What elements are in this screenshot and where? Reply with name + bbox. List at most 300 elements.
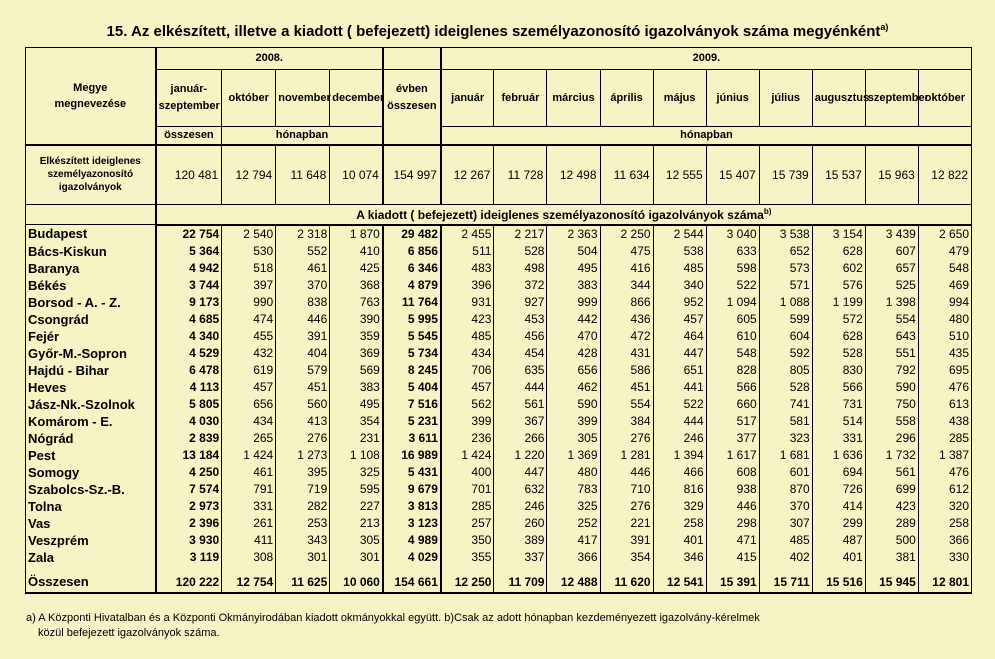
page-title (0, 22, 995, 40)
cell-value: 391 (600, 532, 653, 549)
cell-value: 651 (653, 362, 706, 379)
cell-value: 628 (812, 243, 865, 260)
cell-value: 446 (600, 464, 653, 481)
cell-value: 298 (706, 515, 759, 532)
cell-value: 3 154 (812, 225, 865, 243)
cell-value: 517 (706, 413, 759, 430)
total-row (26, 572, 972, 593)
cell-value: 4 685 (156, 311, 222, 328)
table-row (26, 328, 972, 345)
cell-value: 530 (222, 243, 276, 260)
total-value: 12 488 (547, 572, 600, 593)
total-value: 11 620 (600, 572, 653, 593)
cell-value: 3 611 (383, 430, 441, 447)
month-header-2009: március (547, 70, 600, 127)
cell-value: 4 030 (156, 413, 222, 430)
cell-value: 305 (547, 430, 600, 447)
cell-value: 579 (276, 362, 330, 379)
cell-value: 285 (918, 430, 971, 447)
cell-value: 261 (222, 515, 276, 532)
county-name: Veszprém (26, 532, 156, 549)
cell-value: 466 (653, 464, 706, 481)
cell-value: 604 (759, 328, 812, 345)
cell-value: 573 (759, 260, 812, 277)
cell-value: 455 (222, 328, 276, 345)
cell-value: 590 (865, 379, 918, 396)
cell-value: 16 989 (383, 447, 441, 464)
cell-value: 566 (706, 379, 759, 396)
title-footnote-mark: a) (880, 22, 889, 32)
cell-value: 485 (441, 328, 494, 345)
total-value: 154 661 (383, 572, 441, 593)
cell-value: 276 (276, 430, 330, 447)
cell-value: 410 (330, 243, 383, 260)
cell-value: 554 (600, 396, 653, 413)
cell-value: 428 (547, 345, 600, 362)
cell-value: 601 (759, 464, 812, 481)
cell-value: 2 544 (653, 225, 706, 243)
cell-value: 1 681 (759, 447, 812, 464)
cell-value: 3 119 (156, 549, 222, 566)
cell-value: 561 (494, 396, 547, 413)
county-name: Pest (26, 447, 156, 464)
cell-value: 432 (222, 345, 276, 362)
cell-value: 447 (653, 345, 706, 362)
prepared-value: 11 648 (276, 145, 330, 205)
cell-value: 434 (222, 413, 276, 430)
cell-value: 750 (865, 396, 918, 413)
cell-value: 359 (330, 328, 383, 345)
table-row (26, 311, 972, 328)
cell-value: 1 094 (706, 294, 759, 311)
cell-value: 372 (494, 277, 547, 294)
cell-value: 657 (865, 260, 918, 277)
footnote-line-1: a) A Központi Hivatalban és a Központi Okmányirodában kiadott okmányokkal együtt. b)Csak az adott hónapban kezdeményezett igazolvány-kérelmek (26, 612, 760, 624)
table-row (26, 498, 972, 515)
cell-value: 598 (706, 260, 759, 277)
cell-value: 1 394 (653, 447, 706, 464)
county-name: Heves (26, 379, 156, 396)
cell-value: 741 (759, 396, 812, 413)
cell-value: 257 (441, 515, 494, 532)
cell-value: 320 (918, 498, 971, 515)
cell-value: 562 (441, 396, 494, 413)
cell-value: 337 (494, 549, 547, 566)
cell-value: 276 (600, 498, 653, 515)
table-row (26, 225, 972, 243)
cell-value: 1 870 (330, 225, 383, 243)
cell-value: 866 (600, 294, 653, 311)
cell-value: 5 231 (383, 413, 441, 430)
cell-value: 635 (494, 362, 547, 379)
cell-value: 434 (441, 345, 494, 362)
cell-value: 355 (441, 549, 494, 566)
year-2009-header: 2009. (441, 48, 972, 70)
cell-value: 612 (918, 481, 971, 498)
cell-value: 1 108 (330, 447, 383, 464)
cell-value: 442 (547, 311, 600, 328)
cell-value: 487 (812, 532, 865, 549)
cell-value: 369 (330, 345, 383, 362)
cell-value: 1 424 (222, 447, 276, 464)
month-header-2009: augusztus (812, 70, 865, 127)
cell-value: 719 (276, 481, 330, 498)
cell-value: 4 340 (156, 328, 222, 345)
table-row (26, 532, 972, 549)
cell-value: 528 (812, 345, 865, 362)
cell-value: 518 (222, 260, 276, 277)
table-row (26, 396, 972, 413)
total-label: Összesen (26, 572, 156, 593)
footnote (26, 611, 966, 641)
cell-value: 381 (865, 549, 918, 566)
cell-value: 400 (441, 464, 494, 481)
county-name: Hajdú - Bihar (26, 362, 156, 379)
prepared-value: 12 498 (547, 145, 600, 205)
prepared-value: 12 822 (918, 145, 971, 205)
cell-value: 383 (330, 379, 383, 396)
cell-value: 602 (812, 260, 865, 277)
cell-value: 927 (494, 294, 547, 311)
county-name: Budapest (26, 225, 156, 243)
cell-value: 576 (812, 277, 865, 294)
cell-value: 2 217 (494, 225, 547, 243)
cell-value: 305 (330, 532, 383, 549)
year-2008-header: 2008. (156, 48, 383, 70)
cell-value: 2 455 (441, 225, 494, 243)
table-row (26, 447, 972, 464)
subheader-total-blank (383, 127, 441, 145)
cell-value: 504 (547, 243, 600, 260)
prepared-value: 15 537 (812, 145, 865, 205)
cell-value: 660 (706, 396, 759, 413)
cell-value: 999 (547, 294, 600, 311)
cell-value: 7 574 (156, 481, 222, 498)
cell-value: 938 (706, 481, 759, 498)
total-value: 15 711 (759, 572, 812, 593)
cell-value: 870 (759, 481, 812, 498)
cell-value: 350 (441, 532, 494, 549)
cell-value: 404 (276, 345, 330, 362)
cell-value: 566 (812, 379, 865, 396)
county-name: Zala (26, 549, 156, 566)
total-value: 15 391 (706, 572, 759, 593)
cell-value: 485 (653, 260, 706, 277)
cell-value: 4 942 (156, 260, 222, 277)
cell-value: 4 989 (383, 532, 441, 549)
cell-value: 444 (653, 413, 706, 430)
cell-value: 633 (706, 243, 759, 260)
cell-value: 514 (812, 413, 865, 430)
cell-value: 2 540 (222, 225, 276, 243)
cell-value: 791 (222, 481, 276, 498)
cell-value: 444 (494, 379, 547, 396)
total-value: 10 060 (330, 572, 383, 593)
cell-value: 528 (494, 243, 547, 260)
total-value: 12 250 (441, 572, 494, 593)
cell-value: 325 (330, 464, 383, 481)
county-name: Fejér (26, 328, 156, 345)
cell-value: 8 245 (383, 362, 441, 379)
cell-value: 266 (494, 430, 547, 447)
cell-value: 22 754 (156, 225, 222, 243)
cell-value: 1 732 (865, 447, 918, 464)
cell-value: 485 (759, 532, 812, 549)
cell-value: 391 (276, 328, 330, 345)
cell-value: 706 (441, 362, 494, 379)
cell-value: 456 (494, 328, 547, 345)
cell-value: 652 (759, 243, 812, 260)
table-row (26, 362, 972, 379)
table-row (26, 464, 972, 481)
data-table (25, 47, 972, 594)
cell-value: 253 (276, 515, 330, 532)
cell-value: 471 (706, 532, 759, 549)
cell-value: 396 (441, 277, 494, 294)
cell-value: 554 (865, 311, 918, 328)
cell-value: 307 (759, 515, 812, 532)
cell-value: 763 (330, 294, 383, 311)
month-header-2009: július (759, 70, 812, 127)
cell-value: 282 (276, 498, 330, 515)
prepared-value: 12 794 (222, 145, 276, 205)
cell-value: 510 (918, 328, 971, 345)
issued-header-blank (26, 205, 156, 225)
cell-value: 425 (330, 260, 383, 277)
month-header-2008: október (222, 70, 276, 127)
cell-value: 4 529 (156, 345, 222, 362)
cell-value: 346 (653, 549, 706, 566)
cell-value: 29 482 (383, 225, 441, 243)
title-text: 15. Az elkészített, illetve a kiadott ( befejezett) ideiglenes személyazonosító igazolványok száma megyénként (106, 23, 881, 40)
county-name: Csongrád (26, 311, 156, 328)
cell-value: 1 636 (812, 447, 865, 464)
cell-value: 457 (653, 311, 706, 328)
cell-value: 331 (812, 430, 865, 447)
cell-value: 551 (865, 345, 918, 362)
cell-value: 3 123 (383, 515, 441, 532)
cell-value: 931 (441, 294, 494, 311)
cell-value: 390 (330, 311, 383, 328)
cell-value: 548 (706, 345, 759, 362)
cell-value: 2 973 (156, 498, 222, 515)
cell-value: 522 (706, 277, 759, 294)
cell-value: 4 250 (156, 464, 222, 481)
cell-value: 5 431 (383, 464, 441, 481)
cell-value: 525 (865, 277, 918, 294)
prepared-label: Elkészített ideiglenes személyazonosító igazolványok (26, 145, 156, 205)
cell-value: 221 (600, 515, 653, 532)
cell-value: 344 (600, 277, 653, 294)
total-value: 12 754 (222, 572, 276, 593)
cell-value: 560 (276, 396, 330, 413)
cell-value: 399 (441, 413, 494, 430)
county-name: Vas (26, 515, 156, 532)
cell-value: 4 879 (383, 277, 441, 294)
subheader-honapban-2009: hónapban (441, 127, 972, 145)
cell-value: 413 (276, 413, 330, 430)
cell-value: 383 (547, 277, 600, 294)
cell-value: 3 930 (156, 532, 222, 549)
cell-value: 366 (918, 532, 971, 549)
cell-value: 447 (494, 464, 547, 481)
total-value: 11 625 (276, 572, 330, 593)
county-name: Baranya (26, 260, 156, 277)
cell-value: 435 (918, 345, 971, 362)
cell-value: 236 (441, 430, 494, 447)
month-header-2008: december (330, 70, 383, 127)
cell-value: 656 (222, 396, 276, 413)
prepared-value: 15 407 (706, 145, 759, 205)
cell-value: 699 (865, 481, 918, 498)
prepared-value: 11 634 (600, 145, 653, 205)
cell-value: 423 (865, 498, 918, 515)
cell-value: 457 (441, 379, 494, 396)
footnote-line-2: közül befejezett igazolványok száma. (38, 627, 220, 639)
cell-value: 231 (330, 430, 383, 447)
cell-value: 572 (812, 311, 865, 328)
cell-value: 558 (865, 413, 918, 430)
prepared-value: 12 555 (653, 145, 706, 205)
cell-value: 308 (222, 549, 276, 566)
cell-value: 451 (600, 379, 653, 396)
table-row (26, 481, 972, 498)
subheader-osszesen: összesen (156, 127, 222, 145)
cell-value: 395 (276, 464, 330, 481)
cell-value: 377 (706, 430, 759, 447)
cell-value: 552 (276, 243, 330, 260)
cell-value: 2 318 (276, 225, 330, 243)
cell-value: 330 (918, 549, 971, 566)
cell-value: 500 (865, 532, 918, 549)
cell-value: 417 (547, 532, 600, 549)
cell-value: 258 (918, 515, 971, 532)
cell-value: 695 (918, 362, 971, 379)
table-row (26, 260, 972, 277)
cell-value: 399 (547, 413, 600, 430)
cell-value: 830 (812, 362, 865, 379)
table-row (26, 294, 972, 311)
table-row (26, 379, 972, 396)
county-name: Komárom - E. (26, 413, 156, 430)
cell-value: 1 398 (865, 294, 918, 311)
cell-value: 461 (276, 260, 330, 277)
month-header-2009: szeptember (865, 70, 918, 127)
cell-value: 656 (547, 362, 600, 379)
cell-value: 548 (918, 260, 971, 277)
cell-value: 476 (918, 464, 971, 481)
month-header-2008: évben összesen (383, 70, 441, 127)
month-header-2009: január (441, 70, 494, 127)
cell-value: 431 (600, 345, 653, 362)
cell-value: 2 363 (547, 225, 600, 243)
cell-value: 632 (494, 481, 547, 498)
table-row (26, 277, 972, 294)
cell-value: 828 (706, 362, 759, 379)
cell-value: 610 (706, 328, 759, 345)
cell-value: 441 (653, 379, 706, 396)
cell-value: 483 (441, 260, 494, 277)
cell-value: 246 (653, 430, 706, 447)
cell-value: 2 396 (156, 515, 222, 532)
cell-value: 323 (759, 430, 812, 447)
cell-value: 498 (494, 260, 547, 277)
cell-value: 401 (653, 532, 706, 549)
cell-value: 605 (706, 311, 759, 328)
cell-value: 538 (653, 243, 706, 260)
table-row (26, 345, 972, 362)
total-value: 12 541 (653, 572, 706, 593)
county-name: Jász-Nk.-Szolnok (26, 396, 156, 413)
cell-value: 416 (600, 260, 653, 277)
cell-value: 599 (759, 311, 812, 328)
cell-value: 296 (865, 430, 918, 447)
cell-value: 3 040 (706, 225, 759, 243)
prepared-value: 15 739 (759, 145, 812, 205)
cell-value: 480 (547, 464, 600, 481)
cell-value: 329 (653, 498, 706, 515)
county-header: Megye megnevezése (26, 48, 156, 145)
cell-value: 368 (330, 277, 383, 294)
total-value: 12 801 (918, 572, 971, 593)
cell-value: 581 (759, 413, 812, 430)
cell-value: 6 856 (383, 243, 441, 260)
cell-value: 289 (865, 515, 918, 532)
cell-value: 613 (918, 396, 971, 413)
cell-value: 590 (547, 396, 600, 413)
cell-value: 3 744 (156, 277, 222, 294)
cell-value: 354 (330, 413, 383, 430)
cell-value: 301 (276, 549, 330, 566)
cell-value: 423 (441, 311, 494, 328)
cell-value: 7 516 (383, 396, 441, 413)
total-value: 120 222 (156, 572, 222, 593)
cell-value: 285 (441, 498, 494, 515)
cell-value: 838 (276, 294, 330, 311)
cell-value: 805 (759, 362, 812, 379)
cell-value: 472 (600, 328, 653, 345)
cell-value: 438 (918, 413, 971, 430)
table-row (26, 430, 972, 447)
cell-value: 5 995 (383, 311, 441, 328)
month-header-2008: november (276, 70, 330, 127)
cell-value: 457 (222, 379, 276, 396)
cell-value: 990 (222, 294, 276, 311)
cell-value: 495 (330, 396, 383, 413)
cell-value: 384 (600, 413, 653, 430)
cell-value: 1 369 (547, 447, 600, 464)
cell-value: 1 088 (759, 294, 812, 311)
cell-value: 3 439 (865, 225, 918, 243)
cell-value: 4 029 (383, 549, 441, 566)
cell-value: 726 (812, 481, 865, 498)
subheader-honapban-2008: hónapban (222, 127, 383, 145)
county-name: Békés (26, 277, 156, 294)
cell-value: 246 (494, 498, 547, 515)
table-row (26, 549, 972, 566)
cell-value: 354 (600, 549, 653, 566)
cell-value: 643 (865, 328, 918, 345)
cell-value: 5 364 (156, 243, 222, 260)
cell-value: 213 (330, 515, 383, 532)
cell-value: 402 (759, 549, 812, 566)
cell-value: 370 (276, 277, 330, 294)
cell-value: 5 404 (383, 379, 441, 396)
cell-value: 3 538 (759, 225, 812, 243)
cell-value: 451 (276, 379, 330, 396)
cell-value: 11 764 (383, 294, 441, 311)
county-name: Tolna (26, 498, 156, 515)
